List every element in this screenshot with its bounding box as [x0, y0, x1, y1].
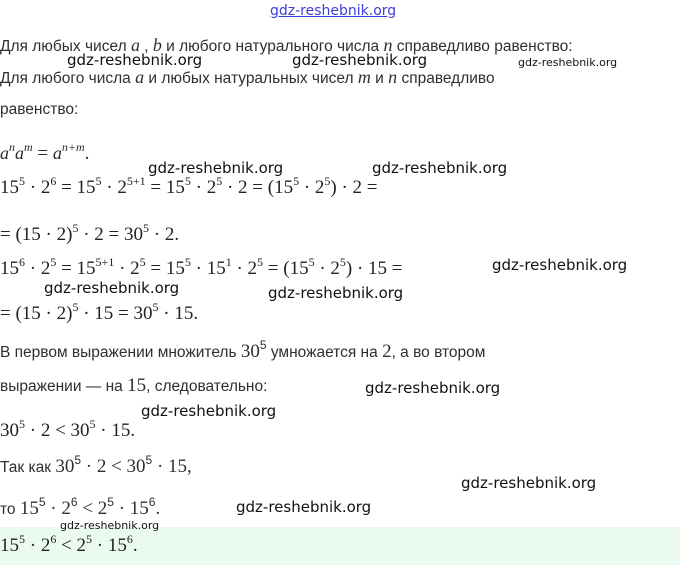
exponent: 5: [259, 338, 267, 352]
text: В первом выражении множитель: [0, 344, 241, 361]
rule-text: ,: [139, 38, 153, 55]
exponent: m: [24, 140, 33, 154]
exponent: 5: [50, 255, 57, 269]
math-var: a: [15, 143, 24, 163]
watermark: gdz-reshebnik.org: [365, 379, 501, 397]
final-answer: [0, 532, 138, 557]
watermark: gdz-reshebnik.org: [67, 51, 203, 69]
math-var: a: [0, 143, 9, 163]
conclusion-line-2: [0, 375, 267, 397]
math-term: 15: [0, 177, 19, 198]
watermark: gdz-reshebnik.org: [492, 256, 628, 274]
math-var: m: [357, 67, 371, 87]
math-term: · 2: [114, 258, 140, 279]
math-term: ) · 2 =: [330, 177, 378, 198]
math-term: = (15 · 2): [0, 224, 73, 245]
rule-text: Для любого числа: [0, 70, 136, 87]
math-term: · 15.: [158, 303, 199, 324]
watermark-top: gdz-reshebnik.org: [270, 3, 397, 19]
watermark: gdz-reshebnik.org: [60, 519, 160, 532]
exponent: n+m: [61, 140, 85, 154]
text: , следовательно:: [146, 378, 268, 395]
exponent: 5: [324, 174, 331, 188]
math-term: · 15: [190, 258, 226, 279]
watermark: gdz-reshebnik.org: [236, 498, 372, 516]
math-term: = (15 · 2): [0, 303, 73, 324]
exponent: 5: [257, 255, 264, 269]
math-term: = 15: [145, 177, 185, 198]
math-term: · 2: [231, 258, 258, 279]
math-term: < 2: [77, 498, 108, 519]
rule-text: и: [370, 70, 389, 87]
text: умножается на: [266, 344, 383, 361]
exponent: 5: [19, 532, 25, 546]
exponent: 5: [74, 453, 81, 467]
math-term: · 15: [92, 535, 127, 556]
watermark: gdz-reshebnik.org: [268, 284, 404, 302]
expr-2-line-1: [0, 255, 403, 280]
watermark: gdz-reshebnik.org: [141, 402, 277, 420]
math-term: · 15: [113, 498, 149, 519]
math-term: = 15: [56, 258, 96, 279]
math-term: 15: [0, 535, 19, 556]
math-term: · 15 = 30: [78, 303, 153, 324]
then-line: [0, 495, 161, 520]
math-var: b: [152, 35, 162, 55]
rule-text: и любых натуральных чисел: [144, 70, 358, 87]
exponent: 5: [339, 255, 346, 269]
exponent: 5: [308, 255, 315, 269]
math-term: · 2: [101, 177, 127, 198]
exponent: 1: [225, 255, 232, 269]
math-term: = 15: [145, 258, 185, 279]
watermark: gdz-reshebnik.org: [372, 159, 508, 177]
math-op: .: [84, 143, 90, 164]
exponent: 5: [293, 174, 300, 188]
math-term: · 2 = 30: [78, 224, 143, 245]
watermark: gdz-reshebnik.org: [148, 159, 284, 177]
math-term: · 2: [190, 177, 217, 198]
watermark: gdz-reshebnik.org: [461, 474, 597, 492]
rule-text: справедливо: [397, 70, 495, 87]
math-var: n: [383, 35, 393, 55]
expr-2-line-2: [0, 300, 199, 325]
exponent: 5: [72, 221, 79, 235]
exponent: 5+1: [95, 255, 115, 269]
math-term: 15: [127, 375, 147, 396]
text: выражении — на: [0, 378, 128, 395]
math-op: =: [32, 143, 53, 164]
text: то: [0, 501, 20, 518]
math-term: .: [155, 498, 161, 519]
math-term: 30: [55, 456, 75, 477]
math-term: 2: [382, 341, 392, 362]
exponent: 6: [50, 174, 57, 188]
power-rule-formula: [0, 140, 90, 165]
rule-text: и любого натурального числа: [161, 38, 384, 55]
exponent: 5: [139, 255, 146, 269]
text: , а во втором: [391, 344, 486, 361]
exponent: 5: [89, 417, 96, 431]
inequality-1: [0, 417, 136, 442]
exponent: 5: [86, 532, 93, 546]
exponent: 6: [148, 495, 156, 509]
exponent: n: [9, 140, 15, 154]
math-term: 15: [0, 258, 19, 279]
expr-1-line-2: [0, 221, 180, 246]
rule-2-text: [0, 67, 495, 88]
math-term: · 2: [299, 177, 325, 198]
exponent: 5: [95, 174, 102, 188]
math-term: · 2: [45, 498, 71, 519]
math-term: · 2: [25, 535, 51, 556]
exponent: 5: [216, 174, 223, 188]
exponent: 5: [143, 221, 149, 235]
math-term: ) · 15 =: [345, 258, 403, 279]
rule-2-text-cont: равенство:: [0, 101, 79, 118]
exponent: 5: [184, 174, 191, 188]
exponent: 5: [72, 300, 79, 314]
math-term: · 2 < 30: [25, 420, 90, 441]
exponent: 6: [19, 255, 25, 269]
math-term: · 2: [25, 258, 51, 279]
exponent: 5: [184, 255, 191, 269]
exponent: 5: [152, 300, 159, 314]
math-term: = (15: [263, 258, 309, 279]
math-var: a: [130, 35, 140, 55]
exponent: 6: [50, 532, 57, 546]
exponent: 5: [38, 495, 46, 509]
math-var: a: [135, 67, 145, 87]
exponent: 5: [145, 453, 153, 467]
math-term: · 2.: [149, 224, 180, 245]
since-line: [0, 453, 192, 478]
math-term: · 2: [314, 258, 340, 279]
rule-text: справедливо равенство:: [392, 38, 573, 55]
math-var: n: [388, 67, 398, 87]
math-term: 30: [0, 420, 19, 441]
watermark: gdz-reshebnik.org: [292, 51, 428, 69]
math-term: .: [132, 535, 138, 556]
watermark: gdz-reshebnik.org: [518, 56, 618, 69]
exponent: 5: [19, 417, 25, 431]
exponent: 6: [126, 532, 133, 546]
expr-1-line-1: [0, 174, 378, 199]
math-var: a: [52, 143, 62, 163]
math-term: 30: [240, 341, 260, 362]
math-term: · 2 = (15: [222, 177, 294, 198]
exponent: 6: [70, 495, 78, 509]
exponent: 5: [19, 174, 25, 188]
math-term: · 2: [25, 177, 51, 198]
watermark: gdz-reshebnik.org: [44, 279, 180, 297]
math-term: · 15,: [152, 456, 192, 477]
exponent: 5: [107, 495, 114, 509]
conclusion-line-1: [0, 338, 486, 363]
math-term: = 15: [56, 177, 96, 198]
math-term: · 15.: [95, 420, 136, 441]
exponent: 5+1: [126, 174, 146, 188]
math-term: < 2: [56, 535, 87, 556]
text: Так как: [0, 459, 56, 476]
math-term: 15: [19, 498, 39, 519]
math-term: · 2 < 30: [81, 456, 146, 477]
rule-text: Для любых чисел: [0, 38, 131, 55]
